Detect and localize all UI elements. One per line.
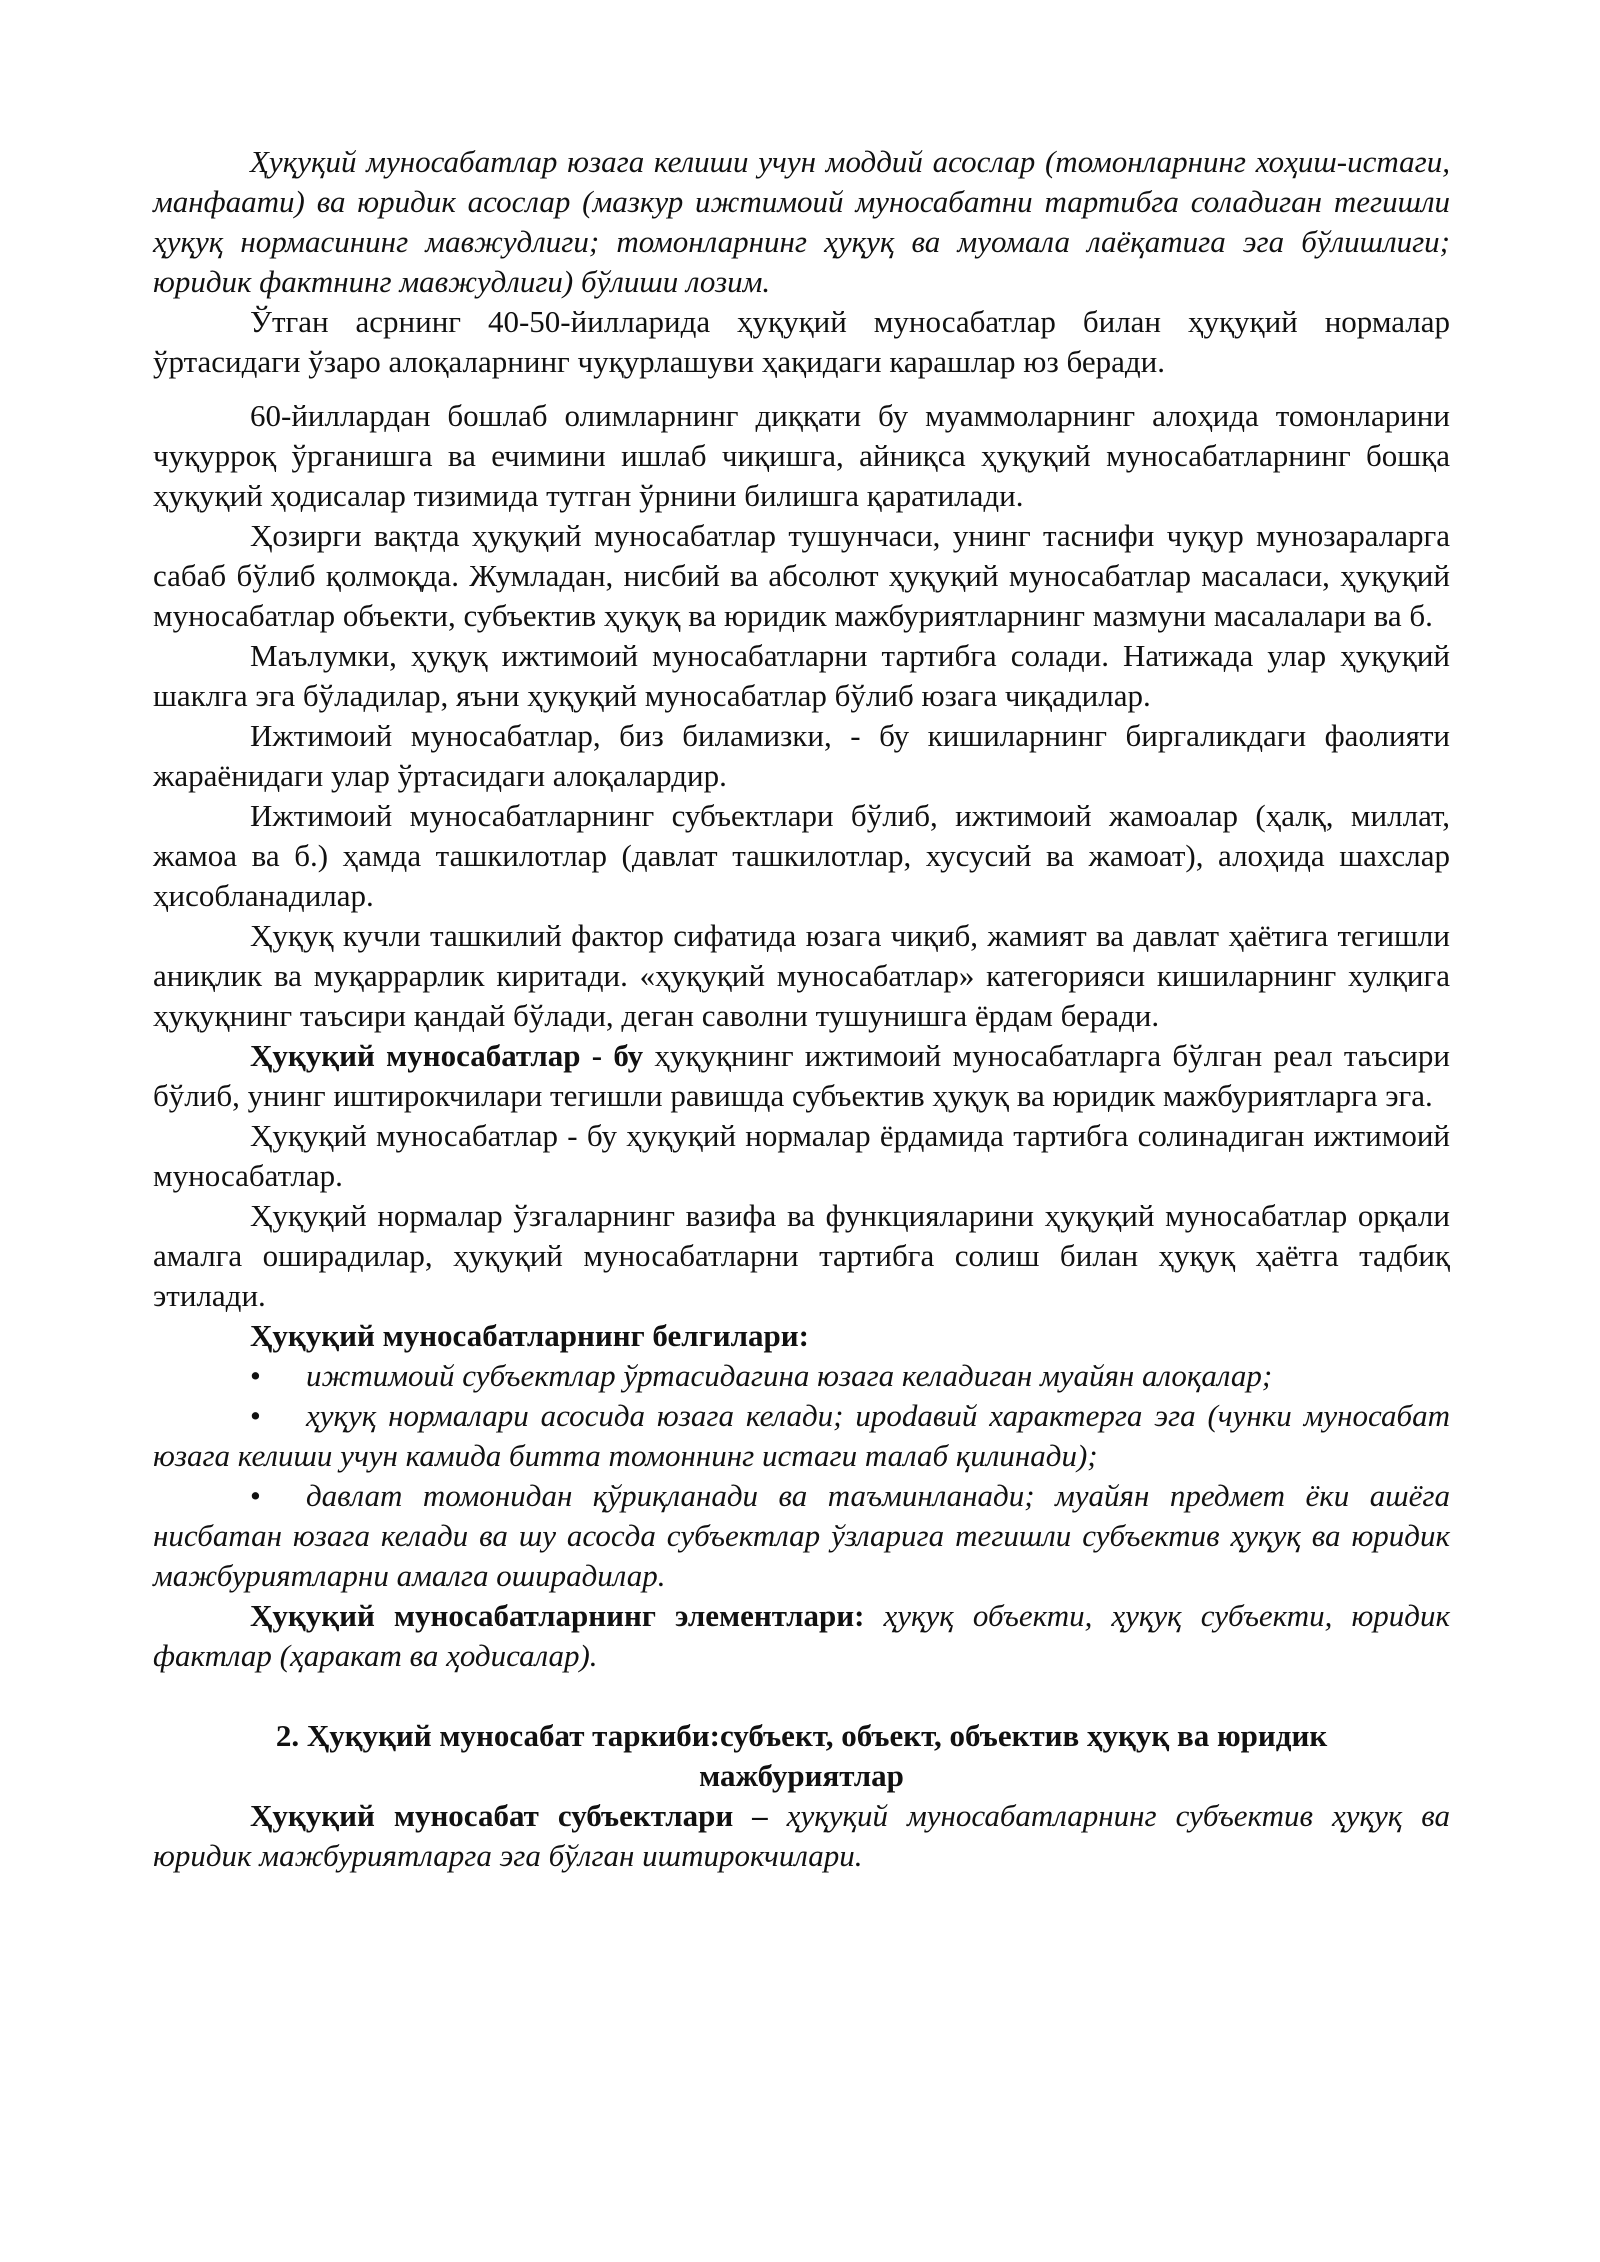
- definition-term: Ҳуқуқий муносабатлар - бу: [250, 1038, 644, 1073]
- feature-item-text: ижтимоий субъектлар ўртасидагина юзага келадиган муайян алоқалар;: [306, 1358, 1273, 1393]
- definition-text: ҳуқуқнинг ижтимоий муносабатларга бўлган реал таъсири бўлиб, унинг иштирокчилари тегишли равишда субъектив ҳуқуқ ва юридик мажбуриятларга эга.: [153, 1038, 1450, 1113]
- elements-text: ҳуқуқ объекти, ҳуқуқ субъекти, юридик фактлар (ҳаракат ва ҳодисалар).: [153, 1598, 1450, 1673]
- paragraph-law-regulates: Маълумки, ҳуқуқ ижтимоий муносабатларни тартибга солади. Натижада улар ҳуқуқий шаклга эга бўладилар, яъни ҳуқуқий муносабатлар бўлиб юзага чиқадилар.: [153, 638, 1450, 713]
- bullet-icon: •: [250, 1398, 261, 1433]
- paragraph-definition-2: Ҳуқуқий муносабатлар - бу ҳуқуқий нормалар ёрдамида тартибга солинадиган ижтимоий муносабатлар.: [153, 1118, 1450, 1193]
- paragraph-subjects: [153, 1796, 1450, 1876]
- features-heading: Ҳуқуқий муносабатларнинг белгилари:: [250, 1318, 809, 1353]
- feature-item-2: [153, 1396, 1450, 1476]
- paragraph-material-legal-bases: Ҳуқуқий муносабатлар юзага келиши учун моддий асослар (томонларнинг хоҳиш-истаги, манфаати) ва юридик асослар (мазкур ижтимоий муносабатни тартибга соладиган тегишли ҳуқуқ нормасининг мавжудлиги; томонларнинг ҳуқуқ ва муомала лаёқатига эга бўлишлиги; юридик фактнинг мавжудлиги) бўлиши лозим.: [153, 144, 1450, 299]
- paragraph-subjects-social: Ижтимоий муносабатларнинг субъектлари бўлиб, ижтимоий жамоалар (ҳалқ, миллат, жамоа ва б.) ҳамда ташкилотлар (давлат ташкилотлар, хусусий ва жамоат), алоҳида шахслар ҳисобланадилар.: [153, 798, 1450, 913]
- elements-term: Ҳуқуқий муносабатларнинг элементлари:: [250, 1598, 865, 1633]
- subjects-term: Ҳуқуқий муносабат субъектлари –: [250, 1798, 768, 1833]
- document-page: [153, 142, 1450, 1876]
- paragraph-organizational-factor: Ҳуқуқ кучли ташкилий фактор сифатида юзага чиқиб, жамият ва давлат ҳаётига тегишли аниқлик ва муқаррарлик киритади. «ҳуқуқий муносабатлар» категорияси кишиларнинг хулқига ҳуқуқнинг таъсири қандай бўлади, деган саволни тушунишга ёрдам беради.: [153, 918, 1450, 1033]
- paragraph-60-years: 60-йиллардан бошлаб олимларнинг диққати бу муаммоларнинг алоҳида томонларини чуқурроқ ўрганишга ва ечимини ишлаб чиқишга, айниқса ҳуқуқий муносабатларнинг бошқа ҳуқуқий ҳодисалар тизимида тутган ўрнини билишга қаратилади.: [153, 398, 1450, 513]
- bullet-icon: •: [250, 1358, 261, 1393]
- section-heading: 2. Ҳуқуқий муносабат таркиби:субъект, объект, объектив ҳуқуқ ва юридик мажбуриятлар: [275, 1718, 1328, 1793]
- feature-item-text: ҳуқуқ нормалари асосида юзага келади; ирodавий характерга эга (чунки муносабат юзага келиши учун камида битта томоннинг истаги талаб қилинади);: [153, 1398, 1450, 1473]
- paragraph-current-debates: Ҳозирги вақтда ҳуқуқий муносабатлар тушунчаси, унинг таснифи чуқур мунозараларга сабаб бўлиб қолмоқда. Жумладан, нисбий ва абсолют ҳуқуқий муносабатлар масаласи, ҳуқуқий муносабатлар объекти, субъектив ҳуқуқ ва юридик мажбуриятларнинг мазмуни масалалари ва б.: [153, 518, 1450, 633]
- feature-item-3: [153, 1476, 1450, 1596]
- feature-item-1: [153, 1356, 1450, 1396]
- paragraph-social-relations: Ижтимоий муносабатлар, биз биламизки, - бу кишиларнинг биргаликдаги фаолияти жараёнидаги улар ўртасидаги алоқалардир.: [153, 718, 1450, 793]
- paragraph-40-50-years: Ўтган асрнинг 40-50-йилларида ҳуқуқий муносабатлар билан ҳуқуқий нормалар ўртасидаги ўзаро алоқаларнинг чуқурлашуви ҳақидаги карашлар юз беради.: [153, 304, 1450, 379]
- bullet-icon: •: [250, 1478, 261, 1513]
- paragraph-norms-functions: Ҳуқуқий нормалар ўзгаларнинг вазифа ва функцияларини ҳуқуқий муносабатлар орқали амалга оширадилар, ҳуқуқий муносабатларни тартибга солиш билан ҳуқуқ ҳаётга тадбиқ этилади.: [153, 1198, 1450, 1313]
- subjects-text: ҳуқуқий муносабатларнинг субъектив ҳуқуқ ва юридик мажбуриятларга эга бўлган иштирокчилари.: [153, 1798, 1450, 1873]
- paragraph-elements: [153, 1596, 1450, 1676]
- feature-item-text: давлат томонидан қўриқланади ва таъминланади; муайян предмет ёки ашёга нисбатан юзага келади ва шу асосда субъектлар ўзларига тегишли субъектив ҳуқуқ ва юридик мажбуриятларни амалга оширадилар.: [153, 1478, 1450, 1593]
- paragraph-definition: [153, 1036, 1450, 1116]
